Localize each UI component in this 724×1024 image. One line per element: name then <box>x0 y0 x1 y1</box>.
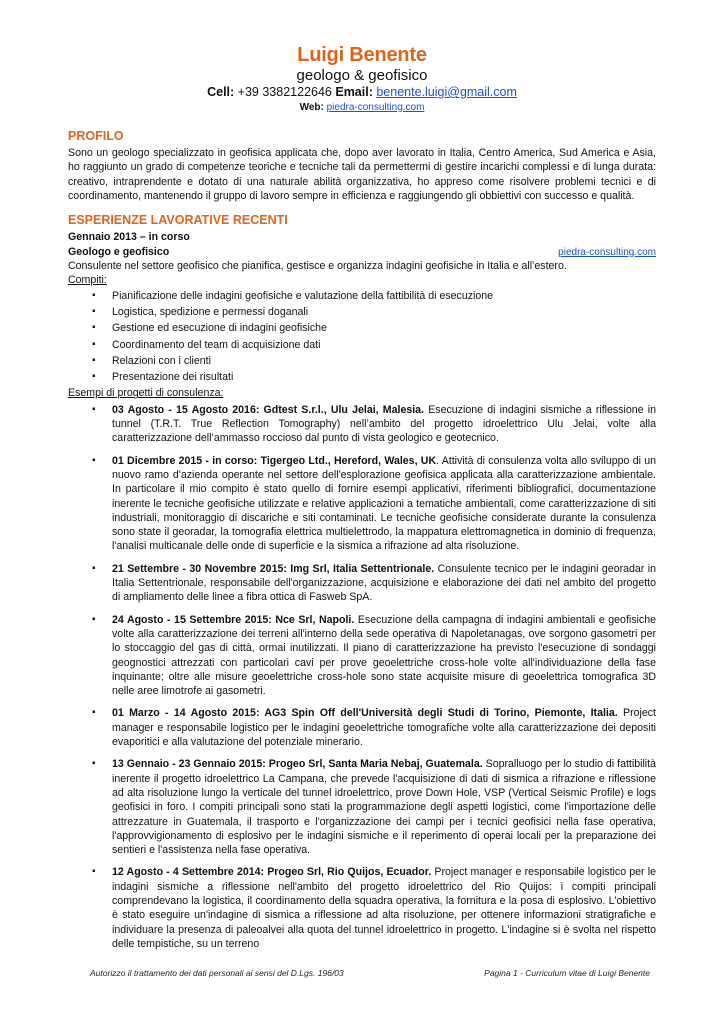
project-title: 21 Settembre - 30 Novembre 2015: Img Srl, Italia Settentrionale. <box>112 562 435 575</box>
task-item: ▪ Gestione ed esecuzione di indagini geofisiche <box>92 321 656 335</box>
experience-description: Consulente nel settore geofisico che pianifica, gestisce e organizza indagini geofisiche in Italia e all’estero. <box>68 260 567 273</box>
contact-line <box>68 85 656 101</box>
projects-list <box>68 403 656 951</box>
project-text: Project manager e responsabile logistico per le indagini geoelettriche tomografiche volte alla caratterizzazione dei depositi evaporitici e alla valutazione del potenziale minerario. <box>112 707 656 749</box>
project-item <box>92 454 656 554</box>
task-item: ▪ Logistica, spedizione e permessi doganali <box>92 305 656 319</box>
page-footer <box>90 968 650 979</box>
project-title: 01 Dicembre 2015 - in corso: Tigergeo Ltd., Hereford, Wales, UK <box>112 454 437 467</box>
project-text: Project manager e responsabile logistico per le indagini sismiche a riflessione nell'ambito del progetto idroelettrico del Rio Quijos: i compiti principali comprendevano la logistica, il coordinamento della squadra operativa, la fornitura e la posa di esplosivo. L'obiettivo è stato eseguire un'indagine di sismica a riflessione ad alta risoluzione, per ottenere informazioni stratigrafiche e individuare la presenza di paleoalvei alla quota del tunnel idroelettrico in progetto. L'indagine si è svolta nel rispetto delle tempistiche, su un terreno <box>112 866 656 950</box>
profile-heading: PROFILO <box>68 129 124 144</box>
project-text: Esecuzione di indagini sismiche a riflessione in tunnel (T.R.T. True Reflection Tomography) nell’ambito del progetto idroelettrico Ulu Jelai, volte alla caratterizzazione dell’ammasso roccioso dal punto di vista geologico e geotecnico. <box>112 403 656 445</box>
project-title: 12 Agosto - 4 Settembre 2014: Progeo Srl, Rio Quijos, Ecuador. <box>112 866 432 879</box>
project-title: 24 Agosto - 15 Settembre 2015: Nce Srl, Napoli. <box>112 613 355 626</box>
email-link[interactable]: benente.luigi@gmail.com <box>376 85 517 99</box>
profile-text: Sono un geologo specializzato in geofisica applicata che, dopo aver lavorato in Italia, Centro America, Sud America e Asia, ho raggiunto un grado di competenze teoriche e tecniche tali da permettermi di gestire incarichi complessi e di lunga durata: creativo, intraprendente e dotato di una naturale abilità organizzativa, ho appreso come risolvere problemi tecnici e di coordinamento, mantenendo il gruppo di lavoro sempre in efficienza e raggiungendo gli obbiettivi con successo e qualità. <box>68 147 656 203</box>
experience-role: Geologo e geofisico <box>68 245 170 258</box>
email-label: Email: <box>335 85 373 99</box>
person-title: geologo & geofisico <box>296 67 428 84</box>
projects-label: Esempi di progetti di consulenza: <box>68 387 224 400</box>
project-text: Consulente tecnico per le indagini georadar in Italia Settentrionale, responsabile dell'organizzazione, acquisizione e elaborazione dei dati nel ambito del progetto di ampliamento delle linee a fibra ottica di Fasweb SpA. <box>112 562 656 604</box>
project-text: Esecuzione della campagna di indagini ambientali e geofisiche volte alla caratterizzazione dei terreni all'interno della sede operativa di Napoletanagas, ove sorgono gasometri per lo stoccaggio del gas di città, ormai inutilizzati. Il piano di caratterizzazione ha previsto l'esecuzione di sondaggi geognostici attrezzati con particolari cavi per prove geoelettriche cross-hole volte all'individuazione della fase inquinante; oltre alle misure geoelettriche cross-hole sono state acquisite misure di geoelettrica tomografica 3D nelle aree limotrofe ai gasometri. <box>112 613 656 698</box>
web-label: Web: <box>299 101 324 113</box>
project-item <box>92 706 656 749</box>
company-link[interactable]: piedra-consulting.com <box>558 246 656 258</box>
project-item <box>92 403 656 446</box>
project-item <box>92 613 656 699</box>
project-item <box>92 757 656 857</box>
cv-page <box>68 44 656 959</box>
project-item <box>92 562 656 605</box>
experience-heading: ESPERIENZE LAVORATIVE RECENTI <box>68 213 288 228</box>
person-name: Luigi Benente <box>297 44 427 66</box>
web-link[interactable]: piedra-consulting.com <box>326 101 425 113</box>
page-number: Pagina 1 - Curriculum vitae di Luigi Benente <box>484 968 650 978</box>
task-item: ▪ Relazioni con i clienti <box>92 354 656 368</box>
project-text: Sopralluogo per lo studio di fattibilità inerente il progetto idroelettrico La Campana, che prevede l'acquisizione di dati di sismica a rifrazione e riflessione ad alta risoluzione lungo la verticale del tunnel idroelettrico, prove Down Hole, VSP (Vertical Seismic Profile) e logs geofisici in foro. I compiti principali sono stati la programmazione degli aspetti logistici, come l'importazione delle attrezzature in Guatemala, il trasporto e l'organizzazione dei campi per i tecnici geofisici nella fase operativa, l'approvvigionamento di esplosivo per le indagini sismiche e il reperimento di operai locali per la preparazione dei sentieri e l'assistenza nella fase operativa. <box>112 758 656 857</box>
tasks-list <box>68 289 656 385</box>
task-item: ▪ Pianificazione delle indagini geofisiche e valutazione della fattibilità di esecuzione <box>92 289 656 303</box>
project-title: 13 Gennaio - 23 Gennaio 2015: Progeo Srl, Santa Maria Nebaj, Guatemala. <box>112 758 483 771</box>
web-line <box>68 101 656 115</box>
experience-period: Gennaio 2013 – in corso <box>68 231 190 244</box>
privacy-note: Autorizzo il trattamento dei dati personali ai sensi del D.Lgs. 196/03 <box>90 968 344 978</box>
task-item: ▪ Coordinamento del team di acquisizione dati <box>92 338 656 352</box>
project-title: 03 Agosto - 15 Agosto 2016: Gdtest S.r.l., Ulu Jelai, Malesia. <box>112 403 425 416</box>
cv-header <box>68 44 656 114</box>
cell-label: Cell: <box>207 85 235 99</box>
cell-value: +39 3382122646 <box>237 85 332 99</box>
project-title: 01 Marzo - 14 Agosto 2015: AG3 Spin Off dell'Università degli Studi di Torino, Piemonte, Italia. <box>112 707 618 720</box>
experience-role-row <box>68 245 656 260</box>
tasks-label: Compiti: <box>68 274 107 287</box>
project-text: . Attività di consulenza volta allo sviluppo di un nuovo ramo d'azienda operante nel settore dell'esplorazione geofisica applicata alla caratterizzazione ambientale. In particolare il mio compito è stato quello di fornire esempi applicativi, riferimenti bibliografici, documentazione inerente le tecniche geofisiche utilizzate e relative applicazioni a tematiche ambientali, come caratterizzazione di siti industriali, monitoraggio di discariche e siti contaminati. Le tecniche geofisiche considerate durante la consulenza sono state il georadar, la tomografia elettrica multielettrodo, la mappatura elettromagnetica in dominio di frequenza, l'analisi multicanale delle onde di superficie e la sismica a rifrazione ad alta risoluzione. <box>112 454 656 553</box>
task-item: ▪ Presentazione dei risultati <box>92 370 656 384</box>
project-item <box>92 865 656 951</box>
